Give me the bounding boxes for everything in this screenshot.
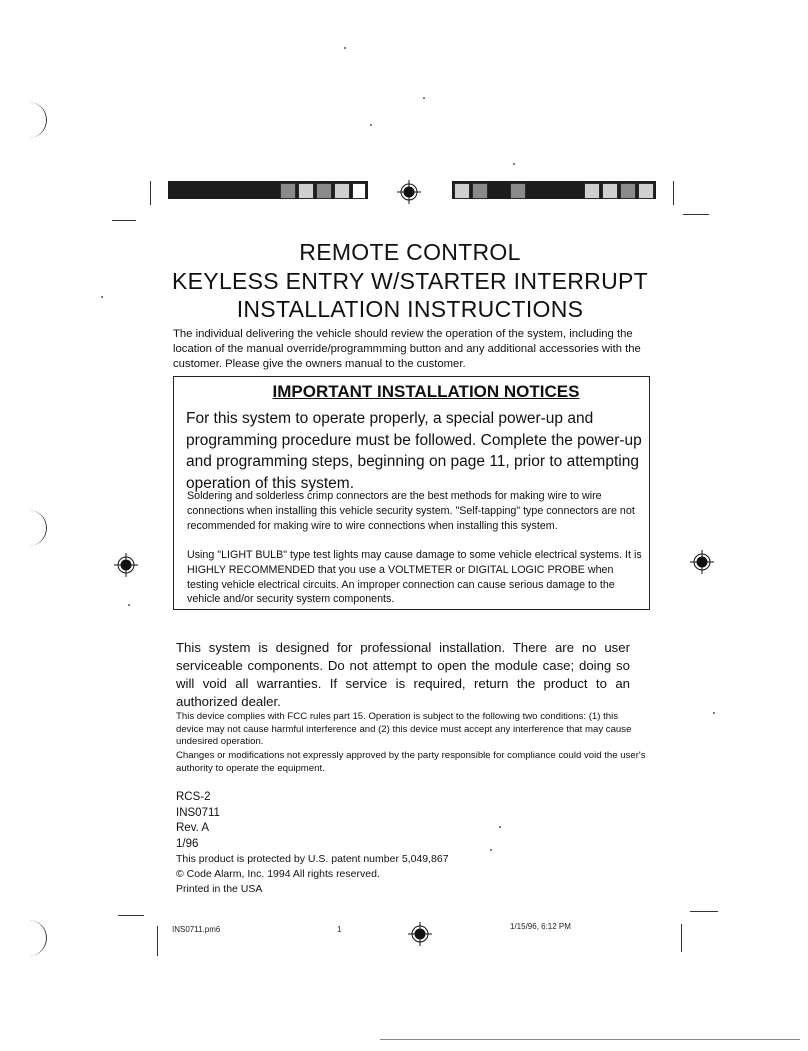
footer-file-name: INS0711.pm6 bbox=[172, 925, 221, 934]
crop-mark bbox=[690, 911, 718, 912]
scan-speck bbox=[370, 124, 372, 126]
binder-hole-mark bbox=[24, 510, 47, 546]
title-line-1: REMOTE CONTROL bbox=[299, 239, 521, 265]
scan-edge bbox=[380, 1039, 800, 1040]
professional-installation-paragraph: This system is designed for professional installation. There are no user serviceable components. Do not attempt to open the module case; doing so will void all warranties. If service is required, return the product to an authorized dealer. bbox=[176, 640, 630, 709]
crosshair-icon bbox=[114, 553, 138, 577]
notices-lead: For this system to operate properly, a special power-up and programming procedure must be followed. Complete the power-up and programming steps, beginning on page 11, prior to attempting operation of this system. bbox=[186, 410, 642, 492]
registration-bar-right bbox=[452, 181, 656, 199]
notice-soldering: Soldering and solderless crimp connectors are the best methods for making wire to wire connections when installing this vehicle security system. "Self-tapping" type connectors are not recommended for making wire to wire connections when installing this system. bbox=[187, 490, 635, 532]
model-number: RCS-2 bbox=[176, 791, 211, 803]
scan-speck bbox=[423, 97, 425, 99]
registration-bar-left bbox=[168, 181, 368, 199]
crosshair-icon bbox=[397, 180, 421, 204]
scan-speck bbox=[513, 163, 515, 165]
title-line-2: KEYLESS ENTRY W/STARTER INTERRUPT bbox=[172, 268, 648, 294]
crop-mark bbox=[112, 220, 136, 221]
crop-mark bbox=[118, 915, 144, 916]
date: 1/96 bbox=[176, 837, 199, 850]
footer-timestamp: 1/15/96, 6:12 PM bbox=[510, 922, 571, 931]
scan-speck bbox=[490, 849, 492, 851]
part-number: INS0711 bbox=[176, 806, 220, 819]
revision: Rev. A bbox=[176, 822, 210, 834]
crop-mark bbox=[157, 926, 158, 956]
scan-speck bbox=[344, 47, 346, 49]
printed-notice: Printed in the USA bbox=[176, 883, 263, 895]
crop-mark bbox=[681, 924, 682, 952]
scan-speck bbox=[499, 826, 501, 828]
crosshair-icon bbox=[690, 550, 714, 574]
crop-mark bbox=[673, 181, 674, 205]
scan-speck bbox=[101, 296, 103, 298]
crop-mark bbox=[150, 181, 151, 205]
binder-hole-mark bbox=[24, 102, 47, 138]
crosshair-icon bbox=[408, 922, 432, 946]
patent-notice: This product is protected by U.S. patent number 5,049,867 bbox=[176, 853, 449, 865]
fcc-compliance: This device complies with FCC rules part 15. Operation is subject to the following two conditions: (1) this device may not cause harmful interference and (2) this device must accept any interference that may cause undesired operation. bbox=[176, 711, 632, 747]
copyright-notice: © Code Alarm, Inc. 1994 All rights reserved. bbox=[176, 868, 380, 880]
intro-paragraph: The individual delivering the vehicle should review the operation of the system, including the location of the manual override/programmming button and any additional accessories with the customer. Please give the owners manual to the customer. bbox=[173, 328, 641, 370]
scan-speck bbox=[128, 604, 130, 606]
notices-heading: IMPORTANT INSTALLATION NOTICES bbox=[272, 382, 580, 401]
crop-mark bbox=[683, 214, 709, 215]
scan-speck bbox=[713, 712, 715, 714]
notice-light-bulb: Using "LIGHT BULB" type test lights may cause damage to some vehicle electrical systems. It is HIGHLY RECOMMENDED that you use a VOLTMETER or DIGITAL LOGIC PROBE when testing vehicle electrical circuits. An improper connection can cause serious damage to the vehicle and/or security system components. bbox=[187, 549, 642, 606]
footer-page-number: 1 bbox=[337, 925, 342, 934]
fcc-changes: Changes or modifications not expressly approved by the party responsible for compliance could void the user's authority to operate the equipment. bbox=[176, 750, 646, 774]
document-info bbox=[176, 790, 449, 897]
binder-hole-mark bbox=[24, 920, 47, 956]
title-line-3: INSTALLATION INSTRUCTIONS bbox=[236, 296, 584, 322]
